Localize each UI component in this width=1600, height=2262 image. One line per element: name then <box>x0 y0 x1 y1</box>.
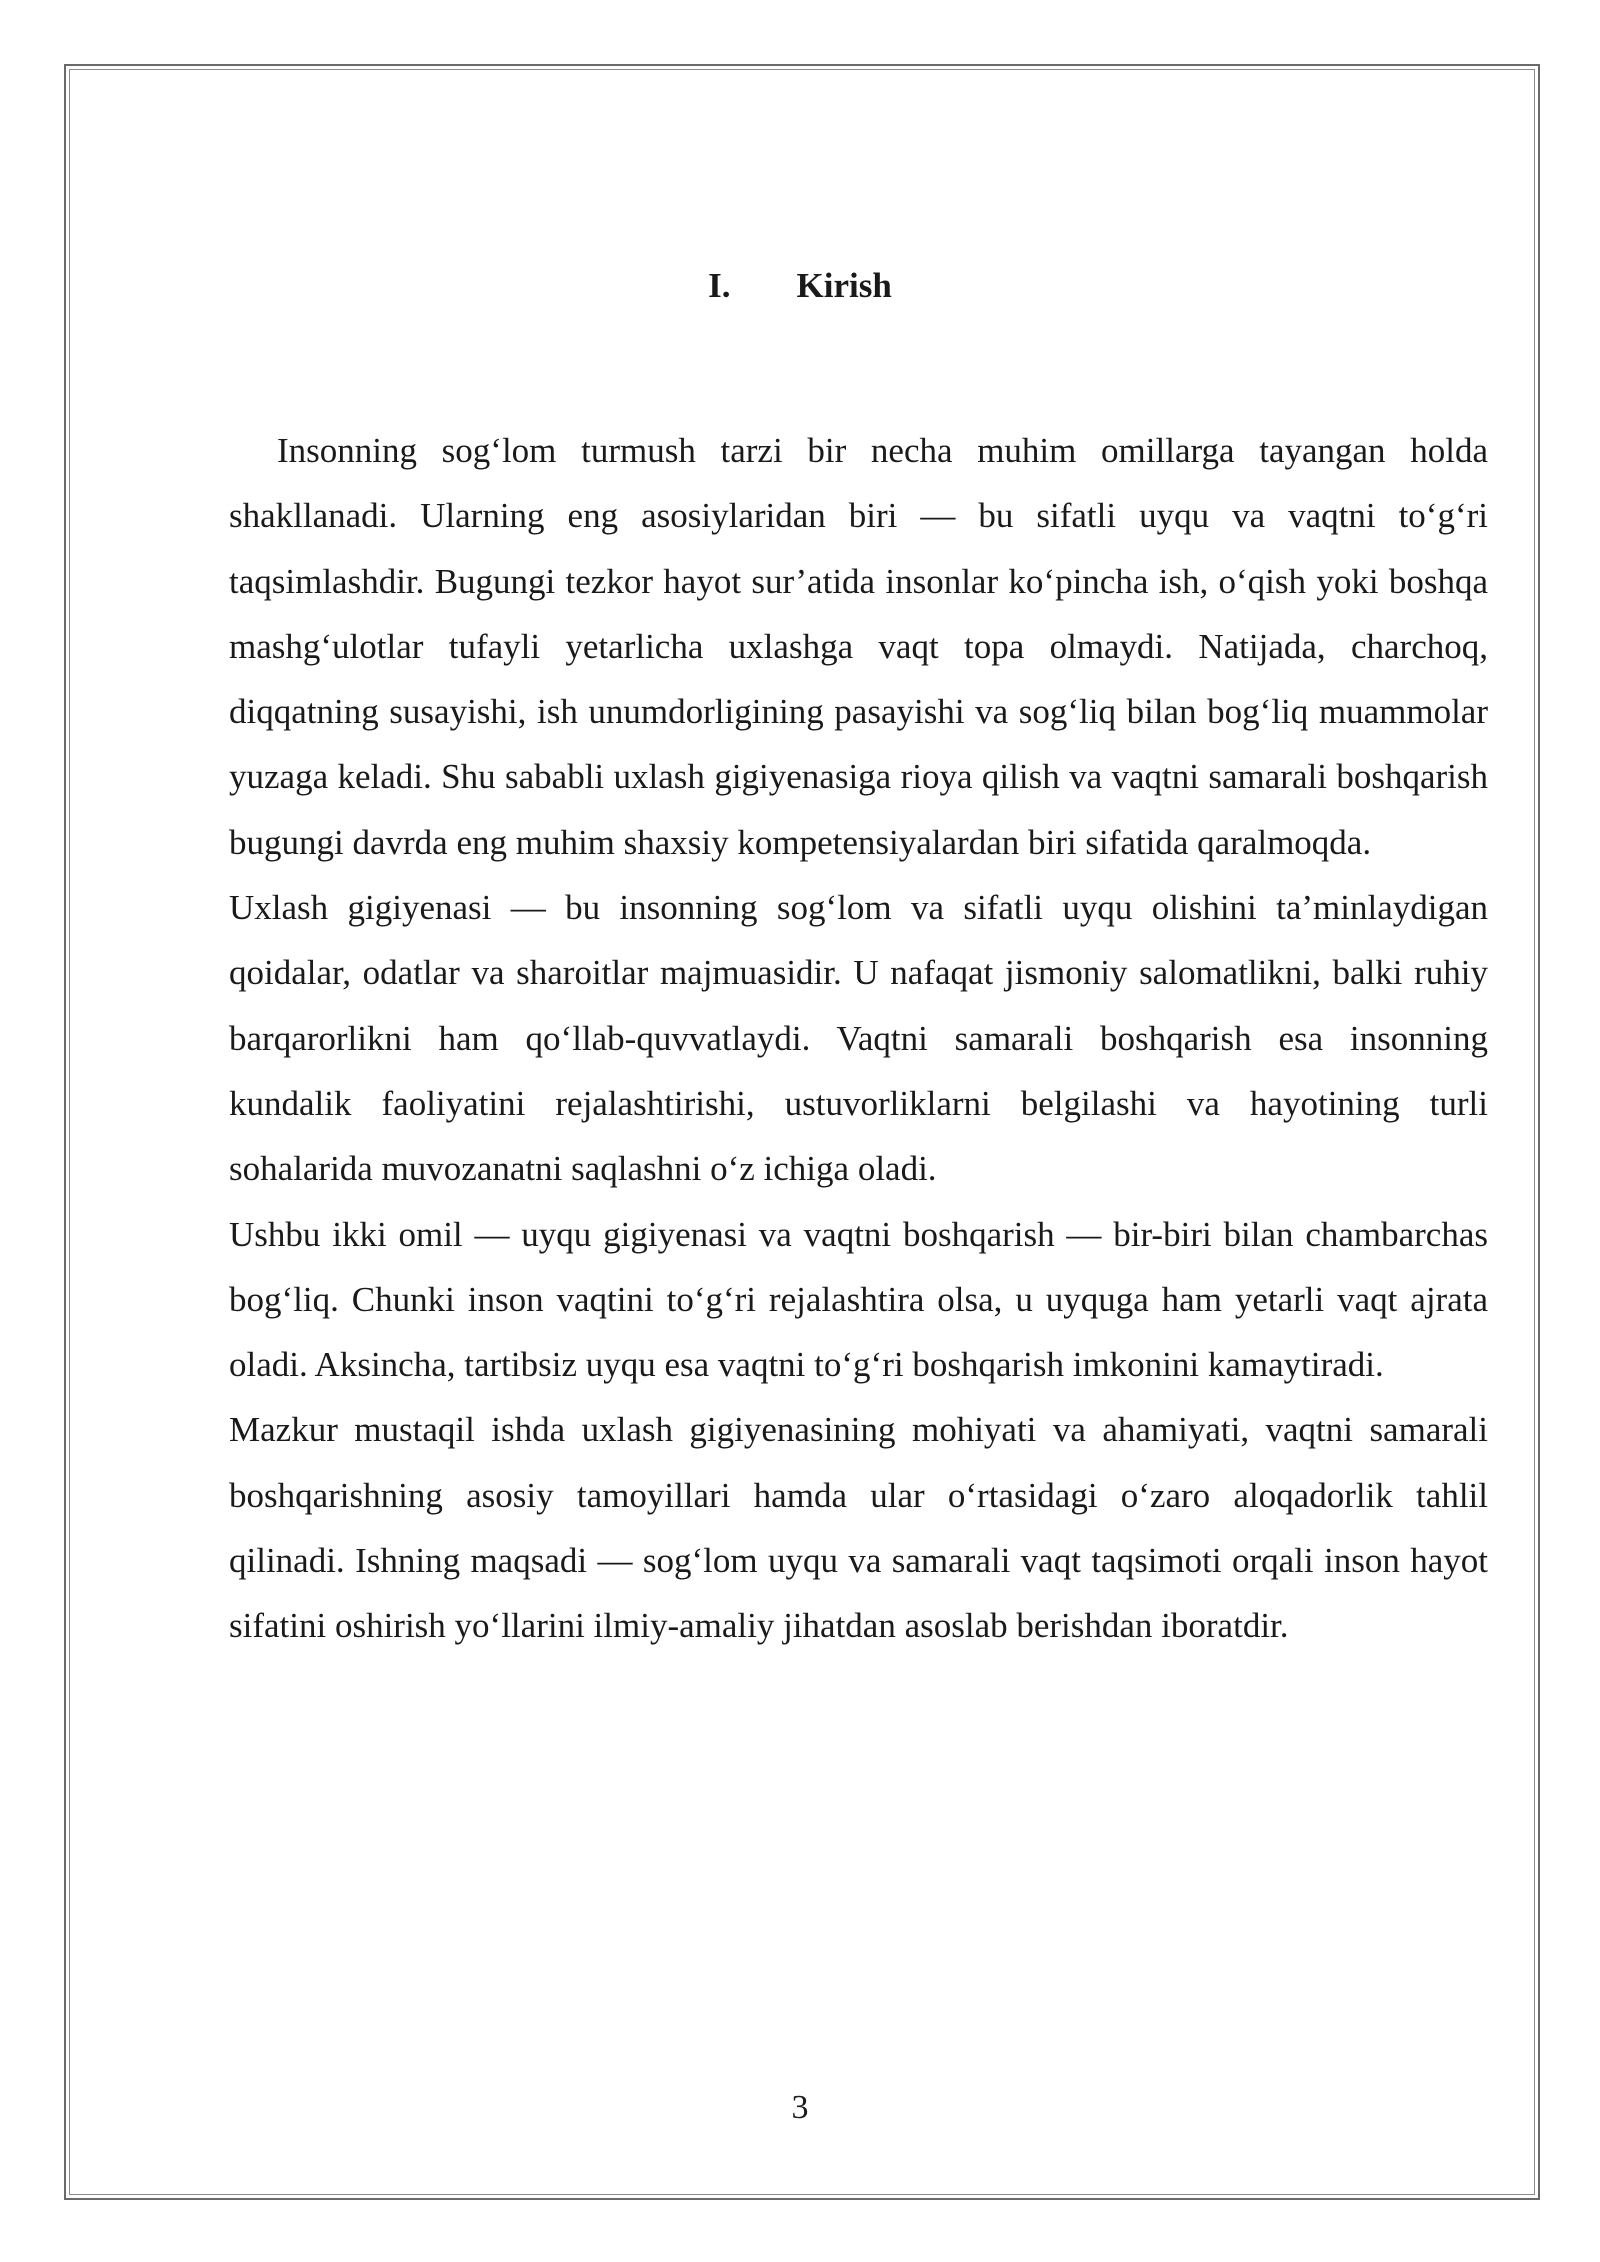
paragraph-1: Insonning sog‘lom turmush tarzi bir necha muhim omillarga tayangan holda shakllanadi. Ularning eng asosiylaridan biri — bu sifatli uyqu va vaqtni to‘g‘ri taqsimlashdir. Bugungi tezkor hayot sur’atida insonlar ko‘pincha ish, o‘qish yoki boshqa mashg‘ulotlar tufayli yetarlicha uxlashga vaqt topa olmaydi. Natijada, charchoq, diqqatning susayishi, ish unumdorligining pasayishi va sog‘liq bilan bog‘liq muammolar yuzaga keladi. Shu sababli uxlash gigiyenasiga rioya qilish va vaqtni samarali boshqarish bugungi davrda eng muhim shaxsiy kompetensiyalardan biri sifatida qaralmoqda. <box>229 431 1488 862</box>
body-text <box>229 418 1488 1659</box>
section-title: Kirish <box>796 266 892 305</box>
page-number: 3 <box>791 2089 809 2126</box>
paragraph-2: Uxlash gigiyenasi — bu insonning sog‘lom va sifatli uyqu olishini ta’minlaydigan qoidalar, odatlar va sharoitlar majmuasidir. U nafaqat jismoniy salomatlikni, balki ruhiy barqarorlikni ham qo‘llab-quvvatlaydi. Vaqtni samarali boshqarish esa insonning kundalik faoliyatini rejalashtirishi, ustuvorliklarni belgilashi va hayotining turli sohalarida muvozanatni saqlashni o‘z ichiga oladi. <box>229 888 1488 1189</box>
section-heading <box>0 262 1600 310</box>
section-number: I. <box>708 266 731 305</box>
paragraph-3: Ushbu ikki omil — uyqu gigiyenasi va vaqtni boshqarish — bir-biri bilan chambarchas bog‘liq. Chunki inson vaqtini to‘g‘ri rejalashtira olsa, u uyquga ham yetarli vaqt ajrata oladi. Aksincha, tartibsiz uyqu esa vaqtni to‘g‘ri boshqarish imkonini kamaytiradi. <box>229 1214 1488 1385</box>
paragraph-4: Mazkur mustaqil ishda uxlash gigiyenasining mohiyati va ahamiyati, vaqtni samarali boshqarishning asosiy tamoyillari hamda ular o‘rtasidagi o‘zaro aloqadorlik tahlil qilinadi. Ishning maqsadi — sog‘lom uyqu va samarali vaqt taqsimoti orqali inson hayot sifatini oshirish yo‘llarini ilmiy-amaliy jihatdan asoslab berishdan iboratdir. <box>229 1410 1488 1646</box>
